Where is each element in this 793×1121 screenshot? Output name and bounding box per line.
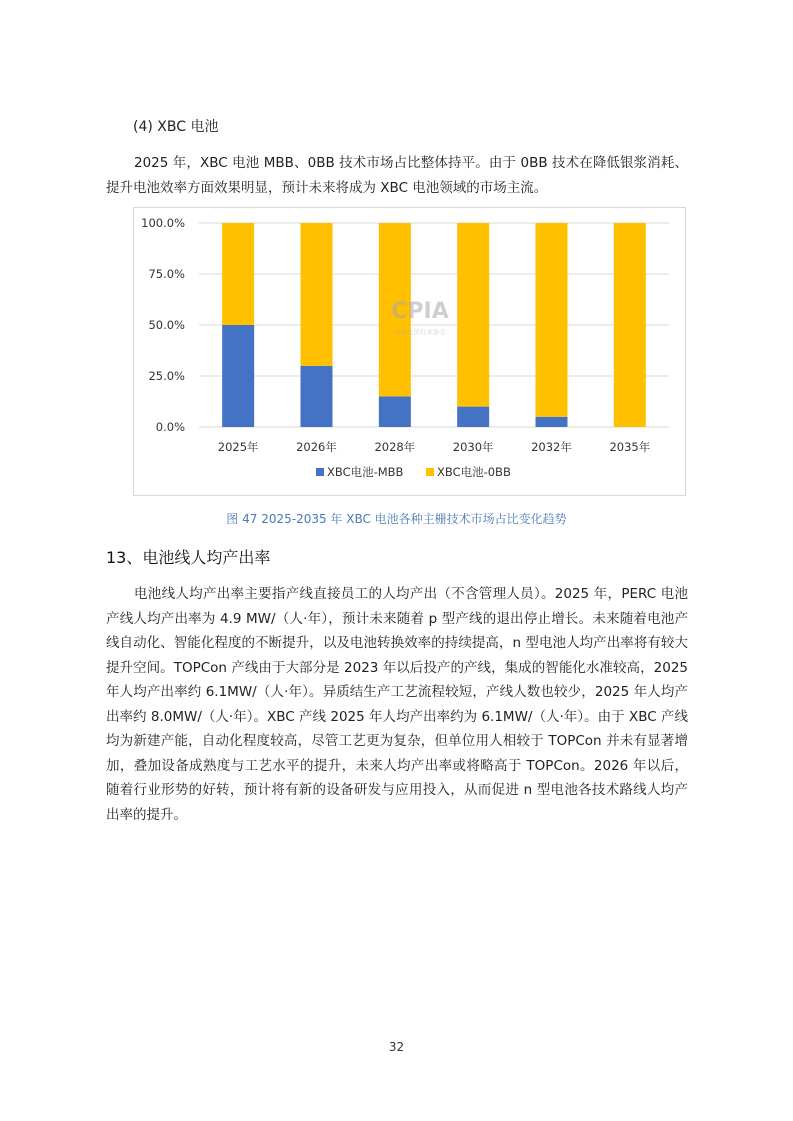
x-tick-label: 2026年 xyxy=(296,440,337,454)
bar-mbb xyxy=(457,407,489,427)
x-tick-label: 2028年 xyxy=(374,440,416,454)
section-heading: 13、电池线人均产出率 xyxy=(106,548,271,567)
y-tick-label: 50.0% xyxy=(148,318,185,332)
bar-0bb xyxy=(222,223,254,325)
stacked-bar-chart xyxy=(134,208,685,495)
chart-container xyxy=(133,207,686,496)
legend-label: XBC电池-0BB xyxy=(437,465,511,479)
y-tick-label: 0.0% xyxy=(155,420,185,434)
intro-paragraph: 2025 年，XBC 电池 MBB、0BB 技术市场占比整体持平。由于 0BB 技术在降低银浆消耗、提升电池效率方面效果明显，预计未来将成为 XBC 电池领域的市场主流。 xyxy=(106,155,688,196)
bar-mbb xyxy=(379,396,411,427)
watermark-logo: CPIA xyxy=(391,299,449,324)
legend-label: XBC电池-MBB xyxy=(327,465,404,479)
watermark-subtext: 中国光伏行业协会 xyxy=(394,328,446,336)
bar-0bb xyxy=(301,223,333,366)
x-tick-label: 2035年 xyxy=(609,440,651,454)
x-tick-label: 2032年 xyxy=(531,440,572,454)
bar-0bb xyxy=(457,223,489,407)
y-tick-label: 100.0% xyxy=(141,216,185,230)
section-subtitle: (4) XBC 电池 xyxy=(133,119,219,135)
y-tick-label: 25.0% xyxy=(148,369,185,383)
x-tick-label: 2030年 xyxy=(452,440,494,454)
bar-mbb xyxy=(536,417,568,427)
page-number: 32 xyxy=(388,1040,405,1054)
legend-swatch xyxy=(316,468,324,476)
legend-swatch xyxy=(426,468,434,476)
bar-0bb xyxy=(614,223,646,427)
bar-mbb xyxy=(222,325,254,427)
bar-0bb xyxy=(536,223,568,417)
figure-caption: 图 47 2025-2035 年 XBC 电池各种主栅技术市场占比变化趋势 xyxy=(226,512,567,526)
x-tick-label: 2025年 xyxy=(217,440,259,454)
main-paragraph: 电池线人均产出率主要指产线直接员工的人均产出（不含管理人员）。2025 年，PERC 电池产线人均产出率为 4.9 MW/（人·年），预计未来随着 p 型产线的退出停止增长。未来随着电池产线自动化、智能化程度的不断提升，以及电池转换效率的持续提高，n 型电池人均产出率将有较大提升空间。TOPCon 产线由于大部分是 2023 年以后投产的产线，集成的智能化水准较高，2025 年人均产出率约 6.1MW/（人·年）。异质结生产工艺流程较短，产线人数也较少，2025 年人均产出率约 8.0MW/（人·年）。XBC 产线 2025 年人均产出率约为 6.1MW/（人·年）。由于 XBC 产线均为新建产能，自动化程度较高，尽管工艺更为复杂，但单位用人相较于 TOPCon 并未有显著增加，叠加设备成熟度与工艺水平的提升，未来人均产出率或将略高于 TOPCon。2026 年以后，随着行业形势的好转，预计将有新的设备研发与应用投入，从而促进 n 型电池各技术路线人均产出率的提升。 xyxy=(106,586,688,823)
y-tick-label: 75.0% xyxy=(148,267,185,281)
bar-mbb xyxy=(301,366,333,427)
